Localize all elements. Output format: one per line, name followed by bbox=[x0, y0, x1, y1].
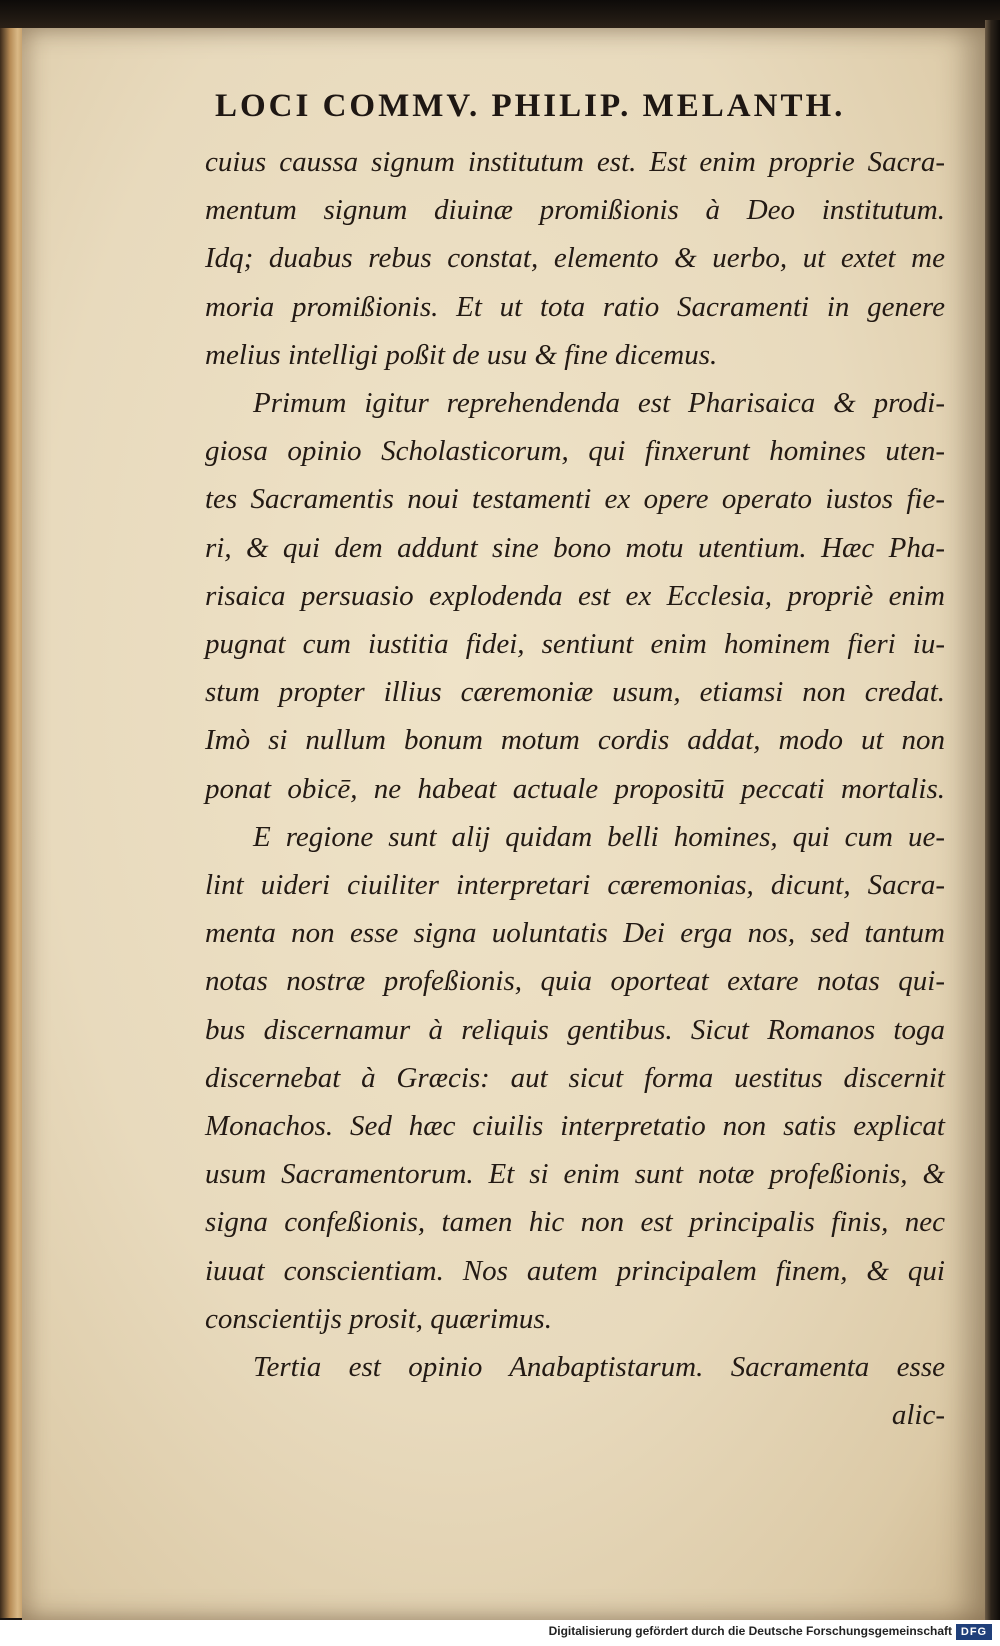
text-line: melius intelligi poßit de usu & fine dicemus. bbox=[205, 338, 718, 371]
text-line: Monachos. Sed hæc ciuilis interpretatio non satis explicat bbox=[205, 1110, 945, 1143]
text-line: notas nostræ profeßionis, quia oporteat extare notas qui- bbox=[205, 965, 945, 998]
text-line: lint uideri ciuiliter interpretari cæremonias, dicunt, Sacra- bbox=[205, 869, 945, 902]
running-head: LOCI COMMV. PHILIP. MELANTH. bbox=[215, 88, 846, 124]
text-line: discernebat à Græcis: aut sicut forma uestitus discernit bbox=[205, 1061, 945, 1094]
text-line: conscientijs prosit, quærimus. bbox=[205, 1302, 552, 1335]
text-line: Imò si nullum bonum motum cordis addat, modo ut non bbox=[205, 724, 945, 757]
scan-border-top bbox=[0, 0, 1000, 28]
text-line: iuuat conscientiam. Nos autem principalem finem, & qui bbox=[205, 1254, 945, 1287]
footer-credit: Digitalisierung gefördert durch die Deutsche Forschungsgemeinschaft bbox=[548, 1624, 952, 1638]
text-line: pugnat cum iustitia fidei, sentiunt enim hominem fieri iu- bbox=[205, 628, 945, 661]
text-line: usum Sacramentorum. Et si enim sunt notæ profeßionis, & bbox=[205, 1158, 945, 1191]
page-stack-edge bbox=[985, 20, 1000, 1620]
dfg-logo-icon: DFG bbox=[956, 1624, 992, 1640]
text-line: mentum signum diuinæ promißionis à Deo institutum. bbox=[205, 194, 945, 227]
text-line: risaica persuasio explodenda est ex Ecclesia, propriè enim bbox=[205, 579, 945, 612]
text-line: signa confeßionis, tamen hic non est principalis finis, nec bbox=[205, 1206, 945, 1239]
text-line: Primum igitur reprehendenda est Pharisaica & prodi- bbox=[253, 387, 945, 420]
text-line: giosa opinio Scholasticorum, qui finxerunt homines uten- bbox=[205, 435, 945, 468]
text-block bbox=[205, 138, 945, 1439]
text-line: ponat obicē, ne habeat actuale propositū peccati mortalis. bbox=[205, 772, 945, 805]
paragraph bbox=[205, 1343, 945, 1391]
text-line: ri, & qui dem addunt sine bono motu utentium. Hæc Pha- bbox=[205, 531, 945, 564]
paragraph bbox=[205, 379, 945, 813]
text-line: stum propter illius cæremoniæ usum, etiamsi non credat. bbox=[205, 676, 945, 709]
text-line: menta non esse signa uoluntatis Dei erga nos, sed tantum bbox=[205, 917, 945, 950]
text-line: Idq; duabus rebus constat, elemento & uerbo, ut extet me bbox=[205, 242, 945, 275]
text-line: E regione sunt alij quidam belli homines, qui cum ue- bbox=[253, 820, 945, 853]
paragraph bbox=[205, 138, 945, 379]
text-line: moria promißionis. Et ut tota ratio Sacramenti in genere bbox=[205, 290, 945, 323]
book-edge bbox=[0, 28, 22, 1618]
catchword: alic- bbox=[891, 1399, 945, 1432]
text-line: tes Sacramentis noui testamenti ex opere operato iustos fie- bbox=[205, 483, 945, 516]
text-line: cuius caussa signum institutum est. Est enim proprie Sacra- bbox=[205, 146, 945, 178]
paragraph bbox=[205, 813, 945, 1343]
text-line: Tertia est opinio Anabaptistarum. Sacramenta esse bbox=[253, 1351, 945, 1384]
footer-banner bbox=[0, 1620, 1000, 1646]
text-line: bus discernamur à reliquis gentibus. Sicut Romanos toga bbox=[205, 1013, 945, 1046]
